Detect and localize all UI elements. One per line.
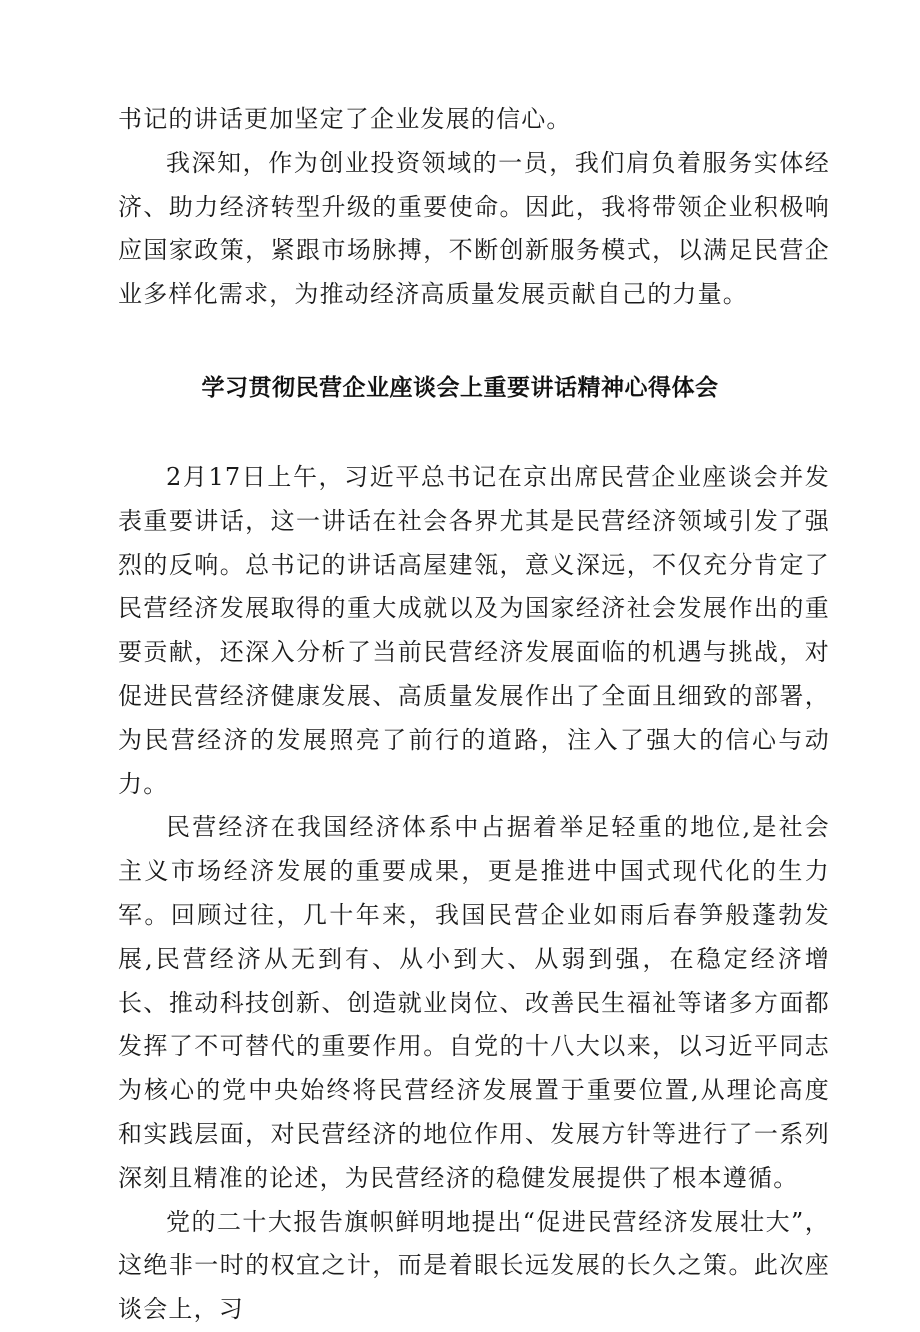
closing-paragraph: 我深知，作为创业投资领域的一员，我们肩负着服务实体经济、助力经济转型升级的重要使命。因此，我将带领企业积极响应国家政策，紧跟市场脉搏，不断创新服务模式，以满足民营企业多样化需求，为推动经济高质量发展贡献自己的力量。 [118, 148, 830, 309]
continuation-line: 书记的讲话更加坚定了企业发展的信心。 [118, 105, 572, 133]
article-body [118, 456, 830, 1332]
article-title: 学习贯彻民营企业座谈会上重要讲话精神心得体会 [201, 375, 719, 401]
body-paragraph-2: 民营经济在我国经济体系中占据着举足轻重的地位,是社会主义市场经济发展的重要成果，更是推进中国式现代化的生力军。回顾过往，几十年来，我国民营企业如雨后春笋般蓬勃发展,民营经济从无到有、从小到大、从弱到强，在稳定经济增长、推动科技创新、创造就业岗位、改善民生福祉等诸多方面都发挥了不可替代的重要作用。自党的十八大以来，以习近平同志为核心的党中央始终将民营经济发展置于重要位置,从理论高度和实践层面，对民营经济的地位作用、发展方针等进行了一系列深刻且精准的论述，为民营经济的稳健发展提供了根本遵循。 [118, 813, 830, 1192]
body-paragraph-3: 党的二十大报告旗帜鲜明地提出“促进民营经济发展壮大”，这绝非一时的权宜之计，而是着眼长远发展的长久之策。此次座谈会上，习 [118, 1207, 830, 1324]
previous-article-ending [118, 98, 830, 317]
body-paragraph-1: 2月17日上午，习近平总书记在京出席民营企业座谈会并发表重要讲话，这一讲话在社会各界尤其是民营经济领域引发了强烈的反响。总书记的讲话高屋建瓴，意义深远，不仅充分肯定了民营经济发展取得的重大成就以及为国家经济社会发展作出的重要贡献，还深入分析了当前民营经济发展面临的机遇与挑战，对促进民营经济健康发展、高质量发展作出了全面且细致的部署，为民营经济的发展照亮了前行的道路，注入了强大的信心与动力。 [118, 463, 830, 798]
